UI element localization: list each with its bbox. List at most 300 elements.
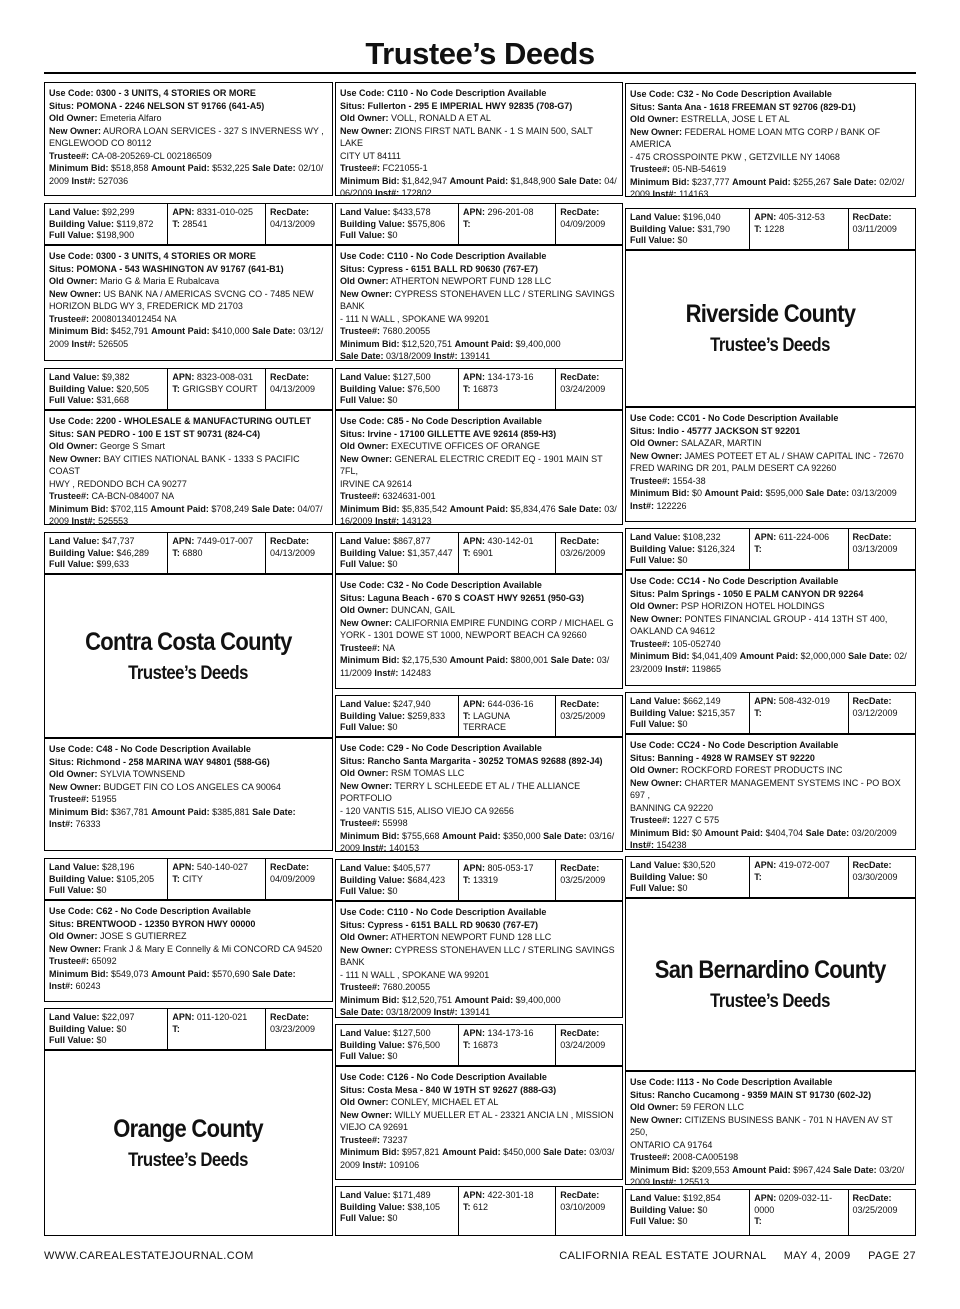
apn-value: 644-036-16 — [487, 699, 534, 709]
trustee-value: 1554-38 — [672, 475, 706, 486]
building-value-label: Building Value: — [340, 1039, 406, 1050]
new-owner-value-cont: OAKLAND CA 94612 — [630, 626, 716, 636]
land-value: $662,149 — [683, 696, 721, 706]
use-code-label: Use Code: — [340, 1072, 385, 1082]
use-code-value: C110 - No Code Description Available — [387, 907, 547, 917]
building-value-label: Building Value: — [630, 707, 696, 718]
new-owner-value-cont: CITY UT 84111 — [340, 150, 401, 161]
old-owner-label: Old Owner: — [630, 765, 679, 775]
record-line — [340, 440, 618, 453]
record-line — [340, 1109, 618, 1122]
new-owner-value-cont: IRVINE CA 92614 — [340, 478, 412, 489]
sale-date-label: Sale Date: — [340, 1007, 384, 1017]
recdate-value: 04/09/2009 — [269, 873, 316, 884]
land-value-label: Land Value: — [340, 1190, 391, 1200]
record-line — [340, 755, 618, 768]
old-owner-value: EXECUTIVE OFFICES OF ORANGE — [391, 441, 541, 451]
building-value-label: Building Value: — [630, 1204, 696, 1215]
t-value-label: T: — [754, 707, 762, 718]
situs-label: Situs: — [630, 588, 656, 599]
sale-date-value: 03/03/ — [589, 1147, 615, 1157]
trustee-label: Trustee#: — [340, 163, 381, 173]
recdate-label: RecDate: — [560, 372, 600, 382]
new-owner-label: New Owner: — [630, 126, 683, 137]
record-line — [340, 338, 618, 351]
new-owner-label: New Owner: — [49, 781, 102, 792]
sale-date-label: Sale Date: — [340, 351, 384, 361]
sale-date-value: 03/18/2009 — [386, 351, 432, 361]
sale-date-value: 02/ — [894, 651, 907, 661]
record-line — [49, 275, 328, 288]
record-line — [49, 980, 328, 993]
record-line — [49, 793, 328, 806]
situs-value: Laguna Beach - 670 S COAST HWY 92651 (950-G3) — [367, 592, 584, 603]
recdate-cell — [556, 533, 622, 573]
use-code-value: CC14 - No Code Description Available — [677, 576, 839, 586]
situs-label: Situs: — [630, 1089, 656, 1100]
county-subtitle: Trustee’s Deeds — [710, 335, 831, 356]
min-bid-value: $702,115 — [111, 503, 148, 514]
amount-paid-label: Amount Paid: — [732, 176, 791, 187]
new-owner-value-cont: - 111 N WALL , SPOKANE WA 99201 — [340, 313, 490, 324]
apn-cell — [750, 529, 848, 569]
record-line — [49, 743, 328, 756]
record-line — [49, 515, 328, 528]
inst-value: 139141 — [460, 1007, 491, 1017]
full-value: $0 — [387, 559, 398, 569]
use-code-label: Use Code: — [340, 88, 385, 98]
new-owner-value: JAMES POTEET ET AL / SHAW CAPITAL INC - 72670 — [684, 450, 904, 461]
old-owner-value: George S Smart — [100, 441, 166, 451]
land-value: $22,097 — [102, 1012, 135, 1022]
recdate-value: 03/25/2009 — [852, 1204, 898, 1215]
use-code-label: Use Code: — [340, 743, 385, 753]
land-value: $247,940 — [393, 699, 431, 709]
amount-paid-value: $410,000 — [212, 326, 250, 336]
old-owner-value: Emeteria Alfaro — [100, 113, 162, 123]
use-code-label: Use Code: — [340, 907, 385, 917]
trustee-label: Trustee#: — [49, 313, 90, 324]
sale-date-value-cont: 06/2009 — [340, 188, 373, 198]
amount-paid-value: $9,400,000 — [515, 338, 561, 349]
inst-label: Inst#: — [665, 663, 690, 674]
record-line — [340, 1146, 618, 1159]
record-line — [630, 1089, 911, 1102]
amount-paid-label: Amount Paid: — [150, 503, 209, 514]
record-line — [340, 1006, 618, 1019]
record-line — [340, 579, 618, 592]
t-value-label: T: — [462, 1201, 471, 1212]
record-line — [630, 126, 911, 151]
county-name: Contra Costa County — [85, 627, 292, 656]
record-line — [630, 1139, 911, 1152]
apn-value: 296-201-08 — [487, 207, 534, 217]
new-owner-value: PONTES FINANCIAL GROUP - 414 13TH ST 400, — [684, 613, 888, 624]
values-cell — [626, 857, 750, 897]
recdate-label: RecDate: — [560, 1028, 600, 1038]
min-bid-label: Minimum Bid: — [49, 968, 109, 979]
values-cell — [336, 1187, 459, 1235]
land-value-label: Land Value: — [630, 1193, 681, 1203]
apn-cell — [168, 533, 266, 573]
record-line — [340, 1134, 618, 1147]
recdate-value: 03/25/2009 — [560, 710, 606, 721]
sale-date-value: 03/12/ — [298, 326, 324, 336]
building-value-label: Building Value: — [630, 871, 696, 882]
land-value-label: Land Value: — [340, 699, 391, 709]
record-details — [625, 570, 916, 686]
building-value: $76,500 — [407, 383, 441, 394]
land-value: $108,232 — [683, 532, 721, 542]
amount-paid-value: $5,834,476 — [510, 503, 556, 514]
sale-date-value: 04/07/ — [297, 503, 323, 514]
use-code-label: Use Code: — [49, 88, 94, 98]
apn-value: 540-140-027 — [196, 862, 248, 872]
sale-date-value-cont: 11/2009 — [340, 667, 372, 678]
inst-label: Inst#: — [71, 516, 96, 526]
amount-paid-label: Amount Paid: — [151, 326, 210, 336]
record-line — [49, 918, 328, 931]
recdate-label: RecDate: — [269, 536, 309, 546]
building-value: $76,500 — [407, 1039, 441, 1050]
apn-value-label: APN: — [462, 1190, 485, 1200]
county-header-contra-costa — [44, 574, 333, 738]
sale-date-value: 02/02/ — [879, 176, 905, 187]
use-code-label: Use Code: — [49, 906, 94, 916]
recdate-value: 03/30/2009 — [852, 871, 898, 882]
record-values — [44, 1008, 333, 1050]
inst-label: Inst#: — [652, 189, 677, 199]
land-value: $127,500 — [393, 372, 431, 382]
apn-cell — [459, 696, 556, 736]
trustee-value: 73237 — [382, 1134, 408, 1145]
min-bid-value: $2,175,530 — [402, 655, 448, 665]
inst-label: Inst#: — [374, 667, 399, 678]
apn-value-label: APN: — [172, 862, 195, 872]
values-cell — [336, 533, 459, 573]
new-owner-value-cont: HWY , REDONDO BCH CA 90277 — [49, 478, 187, 489]
apn-value: 8331-010-025 — [196, 207, 253, 217]
amount-paid-value: $2,000,000 — [800, 651, 846, 661]
situs-value: Cypress - 6151 BALL RD 90630 (767-E7) — [367, 263, 538, 274]
recdate-cell — [849, 209, 915, 249]
trustee-value: 1227 C 575 — [672, 815, 720, 825]
situs-label: Situs: — [49, 756, 75, 767]
full-value-label: Full Value: — [340, 722, 386, 732]
new-owner-label: New Owner: — [340, 288, 393, 299]
new-owner-label: New Owner: — [49, 453, 102, 464]
record-values — [625, 528, 916, 570]
record-line — [340, 515, 618, 528]
min-bid-label: Minimum Bid: — [340, 655, 400, 665]
recdate-cell — [849, 693, 915, 733]
amount-paid-value: $570,690 — [212, 968, 250, 979]
record-details — [335, 245, 623, 361]
new-owner-label: New Owner: — [340, 780, 393, 791]
min-bid-value: $755,668 — [402, 830, 440, 841]
apn-value: 405-312-53 — [778, 212, 825, 222]
amount-paid-label: Amount Paid: — [442, 1147, 501, 1157]
min-bid-value: $0 — [692, 488, 703, 498]
apn-value-label: APN: — [754, 860, 777, 870]
situs-value: Costa Mesa - 840 W 19TH ST 92627 (888-G3) — [367, 1084, 557, 1095]
trustee-value: 105-052740 — [672, 638, 721, 649]
old-owner-label: Old Owner: — [340, 441, 389, 451]
use-code-label: Use Code: — [630, 1077, 675, 1087]
t-value-label: T: — [754, 871, 762, 882]
min-bid-value: $237,777 — [692, 176, 730, 187]
recdate-value: 04/09/2009 — [560, 218, 606, 229]
use-code-value: C62 - No Code Description Available — [96, 906, 251, 916]
record-line — [49, 905, 328, 918]
record-line — [340, 453, 618, 478]
sale-date-label: Sale Date: — [848, 651, 892, 661]
inst-value: 139141 — [460, 351, 491, 361]
old-owner-label: Old Owner: — [340, 1097, 389, 1107]
sale-date-label: Sale Date: — [252, 806, 296, 817]
record-line — [49, 478, 328, 491]
sale-date-label: Sale Date: — [805, 827, 850, 838]
record-line — [340, 490, 618, 503]
min-bid-label: Minimum Bid: — [340, 338, 400, 349]
situs-label: Situs: — [630, 425, 656, 436]
apn-value-label: APN: — [462, 699, 485, 709]
recdate-cell — [266, 1009, 332, 1049]
record-line — [630, 613, 911, 626]
inst-value: 114163 — [679, 189, 709, 199]
building-value-label: Building Value: — [49, 383, 115, 394]
county-header-orange — [44, 1050, 333, 1236]
t-value: 16873 — [472, 1039, 499, 1050]
amount-paid-value: $967,424 — [793, 1164, 831, 1175]
county-header-san-bernardino — [625, 898, 916, 1071]
record-line — [49, 300, 328, 313]
record-line — [340, 100, 618, 113]
situs-value: Rancho Cucamong - 9359 MAIN ST 91730 (602-J2) — [657, 1089, 872, 1100]
record-line — [49, 756, 328, 769]
recdate-label: RecDate: — [852, 532, 892, 542]
min-bid-label: Minimum Bid: — [630, 488, 690, 498]
apn-cell — [459, 369, 556, 409]
sale-date-label: Sale Date: — [558, 175, 602, 186]
record-line — [630, 437, 911, 450]
sale-date-value-cont: 2009 — [49, 338, 70, 349]
t-value-label: T: — [462, 547, 471, 558]
sale-date-label: Sale Date: — [833, 1164, 877, 1175]
amount-paid-value: $9,400,000 — [515, 994, 561, 1005]
new-owner-value: TERRY L SCHLEEDE ET AL / THE ALLIANCE PORTFOLIO — [340, 780, 581, 803]
amount-paid-label: Amount Paid: — [704, 488, 764, 498]
record-details — [335, 410, 623, 525]
apn-value: 134-173-16 — [487, 1028, 534, 1038]
apn-value-label: APN: — [462, 372, 485, 382]
record-line — [630, 188, 911, 201]
record-line — [49, 781, 328, 794]
full-value: $0 — [677, 719, 688, 729]
trustee-label: Trustee#: — [630, 1152, 671, 1162]
min-bid-label: Minimum Bid: — [630, 651, 690, 661]
use-code-value: 2200 - WHOLESALE & MANUFACTURING OUTLET — [96, 416, 312, 426]
old-owner-label: Old Owner: — [630, 114, 679, 124]
land-value-label: Land Value: — [340, 1028, 391, 1038]
trustee-label: Trustee#: — [630, 638, 671, 649]
full-value: $99,633 — [96, 559, 130, 569]
record-line — [49, 263, 328, 276]
old-owner-label: Old Owner: — [340, 932, 389, 942]
min-bid-value: $12,520,751 — [402, 338, 453, 349]
recdate-value: 03/24/2009 — [560, 1039, 606, 1050]
apn-value: 805-053-17 — [487, 863, 534, 873]
new-owner-value-cont: ENGLEWOOD CO 80112 — [49, 138, 152, 148]
record-line — [340, 275, 618, 288]
situs-label: Situs: — [340, 755, 366, 766]
record-line — [630, 1114, 911, 1139]
building-value: $684,423 — [407, 874, 446, 885]
land-value-label: Land Value: — [630, 860, 681, 870]
full-value-label: Full Value: — [340, 1051, 386, 1061]
record-line — [49, 137, 328, 150]
record-line — [630, 802, 911, 815]
record-line — [340, 263, 618, 276]
situs-value: Richmond - 258 MARINA WAY 94801 (588-G6) — [76, 756, 270, 767]
recdate-label: RecDate: — [269, 372, 309, 382]
min-bid-value: $452,791 — [111, 326, 149, 336]
situs-label: Situs: — [49, 428, 75, 439]
min-bid-label: Minimum Bid: — [340, 1147, 400, 1157]
situs-value: Rancho Santa Margarita - 30252 TOMAS 92688 (892-J4) — [367, 755, 603, 766]
use-code-value: I113 - No Code Description Available — [677, 1077, 833, 1087]
record-line — [49, 415, 328, 428]
old-owner-label: Old Owner: — [630, 438, 679, 448]
t-value-label: T: — [462, 874, 471, 885]
inst-value: 109106 — [389, 1159, 420, 1170]
new-owner-value-cont: FRED WARING DR 201, PALM DESERT CA 92260 — [630, 463, 837, 473]
full-value: $0 — [96, 1035, 107, 1045]
amount-paid-label: Amount Paid: — [449, 655, 509, 665]
record-line — [630, 475, 911, 488]
old-owner-label: Old Owner: — [630, 601, 679, 611]
full-value: $0 — [387, 395, 398, 405]
record-line — [340, 969, 618, 982]
record-details — [625, 1071, 916, 1185]
new-owner-label: New Owner: — [630, 1114, 683, 1125]
trustee-label: Trustee#: — [49, 150, 90, 161]
old-owner-value: DUNCAN, GAIL — [391, 605, 456, 615]
full-value-label: Full Value: — [49, 885, 95, 895]
new-owner-value: CYPRESS STONEHAVEN LLC / STERLING SAVINGS BANK — [340, 944, 615, 967]
t-value-label: T: — [172, 383, 180, 394]
apn-value: 0209-032-11-0000 — [754, 1193, 833, 1215]
new-owner-label: New Owner: — [49, 288, 102, 299]
building-value-label: Building Value: — [340, 874, 406, 885]
record-line — [49, 112, 328, 125]
new-owner-value-cont: - 475 CROSSPOINTE PKW , GETZVILLE NY 14068 — [630, 151, 840, 162]
record-values — [44, 368, 333, 410]
apn-value: 011-120-021 — [196, 1012, 248, 1022]
record-line — [340, 175, 618, 188]
land-value-label: Land Value: — [630, 532, 681, 542]
new-owner-value: CHARTER MANAGEMENT SYSTEMS INC - PO BOX 697 , — [630, 777, 901, 800]
use-code-value: 0300 - 3 UNITS, 4 STORIES OR MORE — [96, 88, 256, 98]
record-values — [625, 692, 916, 734]
values-cell — [626, 209, 750, 249]
inst-label: Inst#: — [362, 1159, 387, 1170]
record-line — [340, 592, 618, 605]
sale-date-value: 03/18/2009 — [386, 1007, 432, 1017]
record-line — [49, 955, 328, 968]
building-value-label: Building Value: — [49, 218, 115, 229]
record-line — [630, 500, 911, 513]
amount-paid-label: Amount Paid: — [704, 827, 764, 838]
old-owner-value: ATHERTON NEWPORT FUND 128 LLC — [390, 276, 552, 286]
trustee-label: Trustee#: — [630, 164, 671, 174]
sale-date-label: Sale Date: — [543, 830, 587, 841]
record-line — [340, 642, 618, 655]
use-code-value: C85 - No Code Description Available — [387, 416, 542, 426]
record-line — [49, 453, 328, 478]
record-line — [630, 487, 911, 500]
situs-value: Palm Springs - 1050 E PALM CANYON DR 92264 — [657, 588, 864, 599]
inst-value: 525553 — [98, 516, 129, 526]
building-value: $38,105 — [407, 1201, 441, 1212]
recdate-label: RecDate: — [852, 1193, 892, 1203]
record-line — [340, 1071, 618, 1084]
record-line — [340, 503, 618, 516]
min-bid-label: Minimum Bid: — [340, 503, 400, 514]
trustee-value: NA — [382, 642, 396, 653]
old-owner-label: Old Owner: — [49, 931, 98, 941]
use-code-label: Use Code: — [340, 416, 385, 426]
t-value: 16873 — [472, 383, 499, 394]
land-value: $192,854 — [683, 1193, 721, 1203]
record-line — [630, 450, 911, 463]
land-value: $127,500 — [393, 1028, 431, 1038]
record-line — [49, 313, 328, 326]
record-line — [340, 654, 618, 667]
record-line — [630, 101, 911, 114]
full-value: $0 — [677, 235, 688, 245]
apn-value-label: APN: — [754, 1193, 777, 1203]
min-bid-label: Minimum Bid: — [49, 163, 109, 173]
amount-paid-value: $532,225 — [212, 163, 250, 173]
recdate-cell — [266, 369, 332, 409]
record-line — [340, 617, 618, 630]
recdate-value: 04/13/2009 — [269, 383, 316, 394]
trustee-value: 20080134012454 NA — [91, 313, 177, 324]
new-owner-label: New Owner: — [340, 617, 393, 628]
full-value-label: Full Value: — [630, 1216, 676, 1226]
t-value: 6901 — [472, 547, 494, 558]
county-name: Orange County — [113, 1114, 264, 1143]
values-cell — [336, 369, 459, 409]
new-owner-value-cont: HORIZON BLDG WY 3, FREDERICK MD 21703 — [49, 301, 243, 311]
record-line — [340, 780, 618, 805]
record-line — [630, 625, 911, 638]
new-owner-label: New Owner: — [340, 1109, 393, 1120]
recdate-value: 04/13/2009 — [269, 218, 316, 229]
recdate-cell — [849, 1190, 915, 1235]
sale-date-value-cont: 2009 — [340, 1159, 361, 1170]
record-details — [335, 82, 623, 196]
record-line — [630, 638, 911, 651]
amount-paid-label: Amount Paid: — [151, 806, 210, 817]
t-value-label: T: — [754, 223, 762, 234]
county-subtitle: Trustee’s Deeds — [128, 1149, 249, 1171]
new-owner-value: GENERAL ELECTRIC CREDIT EQ - 1901 MAIN ST 7FL, — [340, 453, 603, 476]
record-line — [630, 88, 911, 101]
record-details — [44, 245, 333, 361]
recdate-value: 03/13/2009 — [852, 543, 898, 554]
